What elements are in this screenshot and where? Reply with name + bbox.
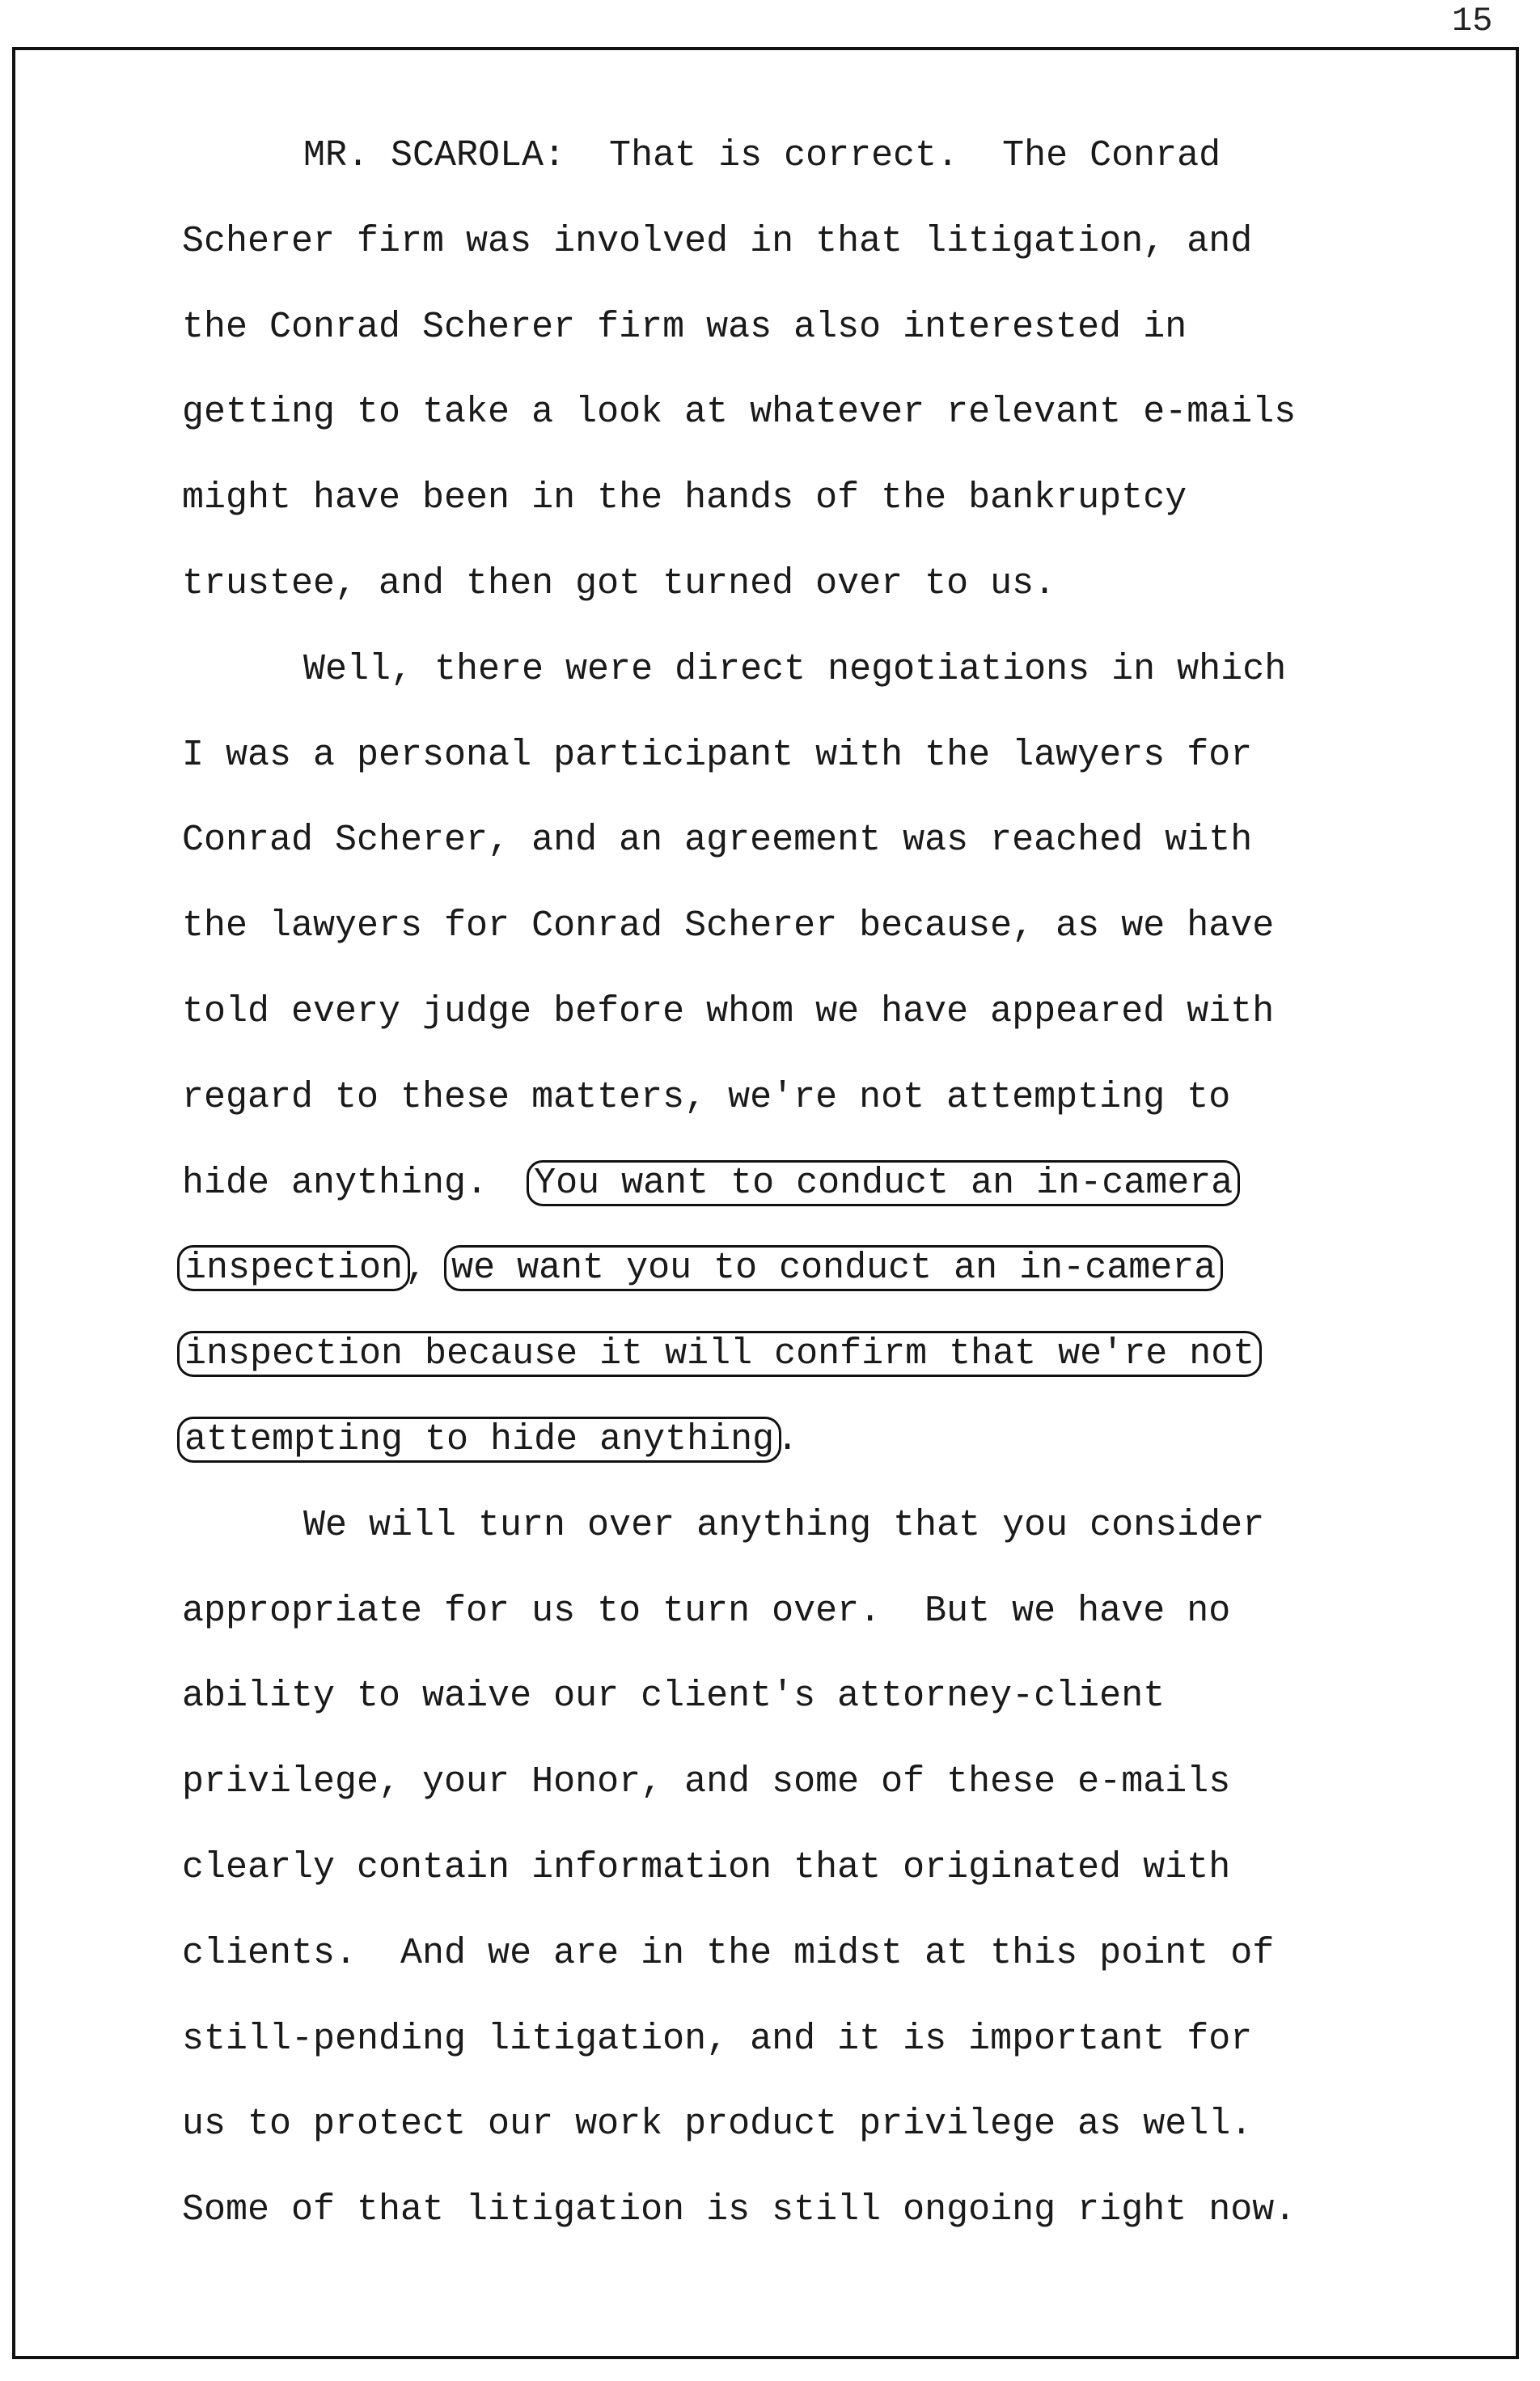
line-text: , [405, 1248, 450, 1290]
transcript-line [182, 1226, 1508, 1311]
circled-text: You want to conduct an in-camera [527, 1160, 1240, 1206]
transcript-line [182, 1141, 1508, 1227]
transcript-line: us to protect our work product privilege as well. [182, 2103, 1253, 2146]
transcript-line: might have been in the hands of the bankruptcy [182, 477, 1187, 519]
circled-text: we want you to conduct an in-camera [444, 1245, 1223, 1291]
transcript-line: told every judge before whom we have appeared with [182, 990, 1275, 1032]
transcript-body [182, 113, 1508, 2253]
line-text: . [776, 1418, 799, 1460]
transcript-line: appropriate for us to turn over. But we have no [182, 1590, 1231, 1632]
line-text: hide anything. [182, 1162, 532, 1204]
transcript-line: clearly contain information that originated with [182, 1846, 1231, 1888]
transcript-line: Conrad Scherer, and an agreement was reached with [182, 820, 1253, 862]
transcript-line [182, 1397, 1508, 1483]
transcript-line: getting to take a look at whatever relevant e-mails [182, 392, 1297, 434]
circled-text: inspection because it will confirm that we're not [177, 1331, 1262, 1377]
circled-text: inspection [177, 1245, 410, 1291]
transcript-line: Well, there were direct negotiations in which [303, 648, 1287, 690]
transcript-line: regard to these matters, we're not attempting to [182, 1076, 1231, 1118]
transcript-line: trustee, and then got turned over to us. [182, 562, 1056, 604]
transcript-line: Scherer firm was involved in that litigation, and [182, 220, 1253, 262]
transcript-line: We will turn over anything that you consider [303, 1504, 1265, 1546]
transcript-line [182, 1311, 1508, 1397]
transcript-line: still-pending litigation, and it is important for [182, 2018, 1253, 2060]
transcript-line: the lawyers for Conrad Scherer because, as we have [182, 905, 1275, 947]
transcript-line: MR. SCAROLA: That is correct. The Conrad [303, 135, 1221, 176]
transcript-line: I was a personal participant with the lawyers for [182, 734, 1253, 776]
circled-text: attempting to hide anything [177, 1417, 781, 1463]
transcript-line: ability to waive our client's attorney-client [182, 1676, 1166, 1718]
transcript-line: clients. And we are in the midst at this point of [182, 1932, 1275, 1974]
transcript-line: Some of that litigation is still ongoing right now. [182, 2189, 1297, 2231]
transcript-line: privilege, your Honor, and some of these e-mails [182, 1761, 1231, 1803]
transcript-line: the Conrad Scherer firm was also interested in [182, 306, 1187, 348]
page-number: 15 [1452, 2, 1493, 40]
